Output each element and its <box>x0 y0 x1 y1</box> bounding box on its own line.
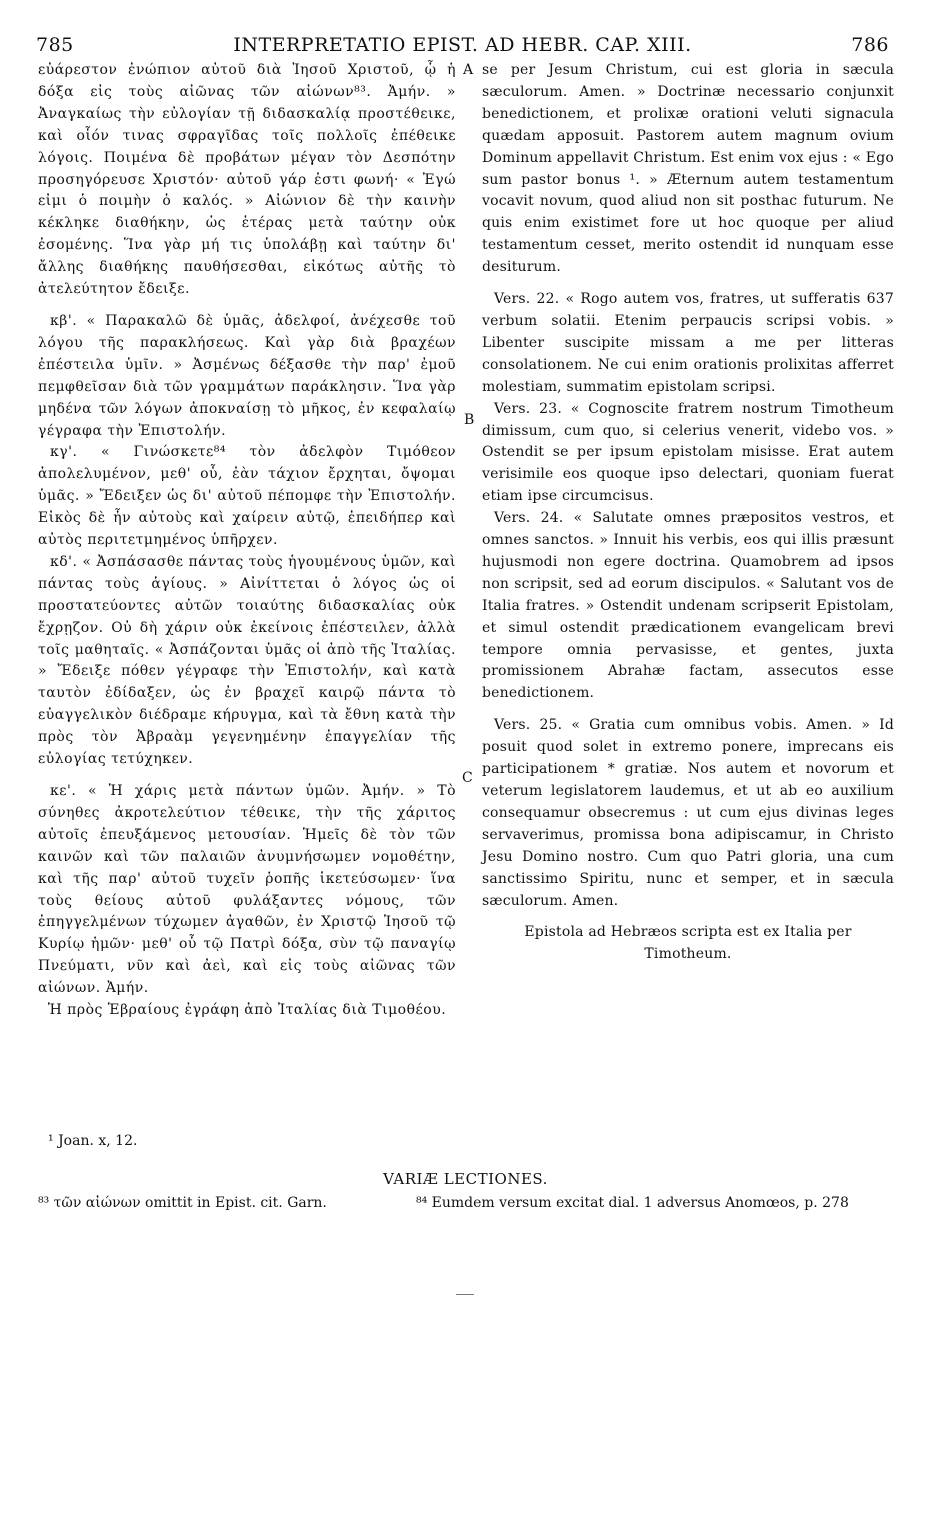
margin-letter-b: B <box>464 412 475 428</box>
margin-letter-c: C <box>462 770 473 786</box>
variant-note-84: ⁸⁴ Eumdem versum excitat dial. 1 adversus Anomœos, p. 278 <box>416 1195 849 1211</box>
greek-subscription: Ἡ πρὸς Ἑβραίους ἐγράφη ἀπὸ Ἰταλίας διὰ Τιμοθέου. <box>47 1002 447 1019</box>
end-rule <box>456 1294 474 1295</box>
greek-paragraph: κε'. « Ἡ χάρις μετὰ πάντων ὑμῶν. Ἀμήν. » Τὸ σύνηθες ἀκροτελεύτιον τέθεικε, τὴν τῆς χάριτος αὐτοῖς ἐπευξάμενος μετουσίαν. Ἡμεῖς δὲ τὸν τῶν καινῶν καὶ τῶν παλαιῶν ἀνυμνήσωμεν νομοθέτην, καὶ τῆς παρ' αὐτοῦ τυχεῖν ῥοπῆς ἱκετεύσωμεν· ἵνα τοὺς θείους αὐτοῦ φυλάξαντες νόμους, τῶν ἐπηγγελμένων τύχωμεν ἀγαθῶν, ἐν Χριστῷ Ἰησοῦ τῷ Κυρίῳ ἡμῶν· μεθ' οὗ τῷ Πατρὶ δόξα, σὺν τῷ παναγίῳ Πνεύματι, νῦν καὶ ἀεὶ, καὶ εἰς τοὺς αἰῶνας τῶν αἰώνων. Ἀμήν. <box>38 783 456 997</box>
latin-column <box>482 60 894 966</box>
latin-paragraph: Vers. 24. « Salutate omnes præpositos vestros, et omnes sanctos. » Innuit his verbis, eos qui illis præsunt hujusmodi non egere doctrina. Quamobrem ad ipsos non scripsit, sed ad eorum discipulos. « Salutant vos de Italia fratres. » Ostendit undenam scripserit Epistolam, et simul ostendit prædicationem evangelicam brevi tempore omnia pervasisse, et gentes, juxta promissionem Abrahæ factam, assecutos esse benedictionem. <box>482 510 894 702</box>
running-title: INTERPRETATIO EPIST. AD HEBR. CAP. XIII. <box>233 34 692 56</box>
page-number-right: 786 <box>851 34 889 56</box>
greek-paragraph: κδ'. « Ἀσπάσασθε πάντας τοὺς ἡγουμένους ὑμῶν, καὶ πάντας τοὺς ἁγίους. » Αἰνίττεται ὁ λόγος ὡς οἱ προστατεύοντες αὐτῶν τοιαύτης διδασκαλίας οὐκ ἔχρῃζον. Οὐ δὴ χάριν οὐκ ἐκείνοις ἐπέστειλεν, ἀλλὰ τοῖς μαθηταῖς. « Ἀσπάζονται ὑμᾶς οἱ ἀπὸ τῆς Ἰταλίας. » Ἔδειξε πόθεν γέγραφε τὴν Ἐπιστολήν, καὶ κατὰ ταυτὸν ἐδίδαξεν, ὡς ἐν βραχεῖ καιρῷ πάντα τὸ εὐαγγελικὸν διέδραμε κήρυγμα, καὶ τὰ ἔθνη κατὰ τὴν πρὸς τὸν Ἀβραὰμ γεγενημένην ἐπαγγελίαν τῆς εὐλογίας τετύχηκεν. <box>38 553 457 768</box>
running-header <box>36 34 889 60</box>
footnote: ¹ Joan. x, 12. <box>48 1133 138 1149</box>
page-number-left: 785 <box>36 34 74 56</box>
greek-paragraph: κγ'. « Γινώσκετε⁸⁴ τὸν ἀδελφὸν Τιμόθεον ἀπολελυμένον, μεθ' οὗ, ἐὰν τάχιον ἔρχηται, ὄψομαι ὑμᾶς. » Ἔδειξεν ὡς δι' αὐτοῦ πέπομφε τὴν Ἐπιστολήν. Εἰκὸς δὲ ἦν αὐτοὺς καὶ χαίρειν αὐτῷ, ἐπειδήπερ καὶ αὐτὸς περιτετμημένος ὑπῆρχεν. <box>38 444 456 549</box>
latin-paragraph: Vers. 23. « Cognoscite fratrem nostrum Timotheum dimissum, cum quo, si celerius venerit, videbo vos. » Ostendit se per ipsum epistolam misisse. Erat autem verisimile eos quoque ipso delectari, quoniam fuerat etiam ipse circumcisus. <box>482 400 894 505</box>
greek-column <box>38 60 456 1022</box>
latin-subscription: Epistola ad Hebræos scripta est ex Italia per Timotheum. <box>524 924 852 963</box>
latin-paragraph: se per Jesum Christum, cui est gloria in sæcula sæculorum. Amen. » Doctrinæ necessario conjunxit benedictionem, et prolixæ orationi veluti signacula quædam apposuit. Pastorem autem magnum ovium Dominum appellavit Christum. Est enim vox ejus : « Ego sum pastor bonus ¹. » Æternum autem testamentum vocavit novum, quod aliud non sit posthac futurum. Ne quis enim existimet fore ut hoc quoque per aliud testamentum cesset, merito ostendit id nunquam esse desiturum. <box>482 62 894 276</box>
margin-letter-a: A <box>463 62 474 78</box>
greek-paragraph: εὐάρεστον ἐνώπιον αὐτοῦ διὰ Ἰησοῦ Χριστοῦ, ᾧ ἡ δόξα εἰς τοὺς αἰῶνας τῶν αἰώνων⁸³. Ἀμήν. » Ἀναγκαίως τὴν εὐλογίαν τῇ διδασκαλίᾳ προστέθεικε, καὶ οἷόν τινας σφραγῖδας τοῖς πολλοῖς ἐπέθεικε λόγοις. Ποιμένα δὲ προβάτων μέγαν τὸν Δεσπότην προσηγόρευσε Χριστόν· αὐτοῦ γάρ ἐστι φωνή· « Ἐγώ εἰμι ὁ ποιμὴν ὁ καλός. » Αἰώνιον δὲ τὴν καινὴν κέκληκε διαθήκην, ὡς ἑτέρας μετὰ ταύτην οὐκ ἐσομένης. Ἵνα γὰρ μή τις ὑπολάβῃ καὶ ταύτην δι' ἄλλης διαθήκης παυθήσεσθαι, εἰκότως αὐτῆς τὸ ἀτελεύτητον ἔδειξε. <box>38 62 456 298</box>
latin-paragraph: Vers. 25. « Gratia cum omnibus vobis. Amen. » Id posuit quod solet in extremo ponere, imprecans eis participationem * gratiæ. Nos autem et novorum et veterum legislatorem laudemus, et ut ab eo auxilium consequamur obsecremus : ut cum ejus divinas leges servaverimus, promissa bona adipiscamur, in Christo Jesu Domino nostro. Cum quo Patri gloria, una cum sanctissimo Spiritu, nunc et semper, et in sæcula sæculorum. Amen. <box>482 717 894 909</box>
latin-paragraph: Vers. 22. « Rogo autem vos, fratres, ut sufferatis 637 verbum solatii. Etenim perpaucis scripsi vobis. » Libenter suscipite missam a me per litteras consolationem. Ne cui enim orationis prolixitas afferret molestiam, summatim epistolam scripsi. <box>482 291 894 395</box>
greek-paragraph: κβ'. « Παρακαλῶ δὲ ὑμᾶς, ἀδελφοί, ἀνέχεσθε τοῦ λόγου τῆς παρακλήσεως. Καὶ γὰρ διὰ βραχέων ἐπέστειλα ὑμῖν. » Ἀσμένως δέξασθε τὴν παρ' ἐμοῦ πεμφθεῖσαν διὰ τῶν γραμμάτων παράκλησιν. Ἵνα γὰρ μηδένα τῶν λόγων ἀποκναίσῃ τὸ μῆκος, ἐν κεφαλαίῳ γέγραφα τὴν Ἐπιστολήν. <box>38 312 456 439</box>
variae-lectiones <box>38 1194 900 1213</box>
variant-note-83: ⁸³ τῶν αἰώνων omittit in Epist. cit. Garn. <box>38 1195 327 1211</box>
variae-lectiones-title: VARIÆ LECTIONES. <box>383 1170 548 1188</box>
